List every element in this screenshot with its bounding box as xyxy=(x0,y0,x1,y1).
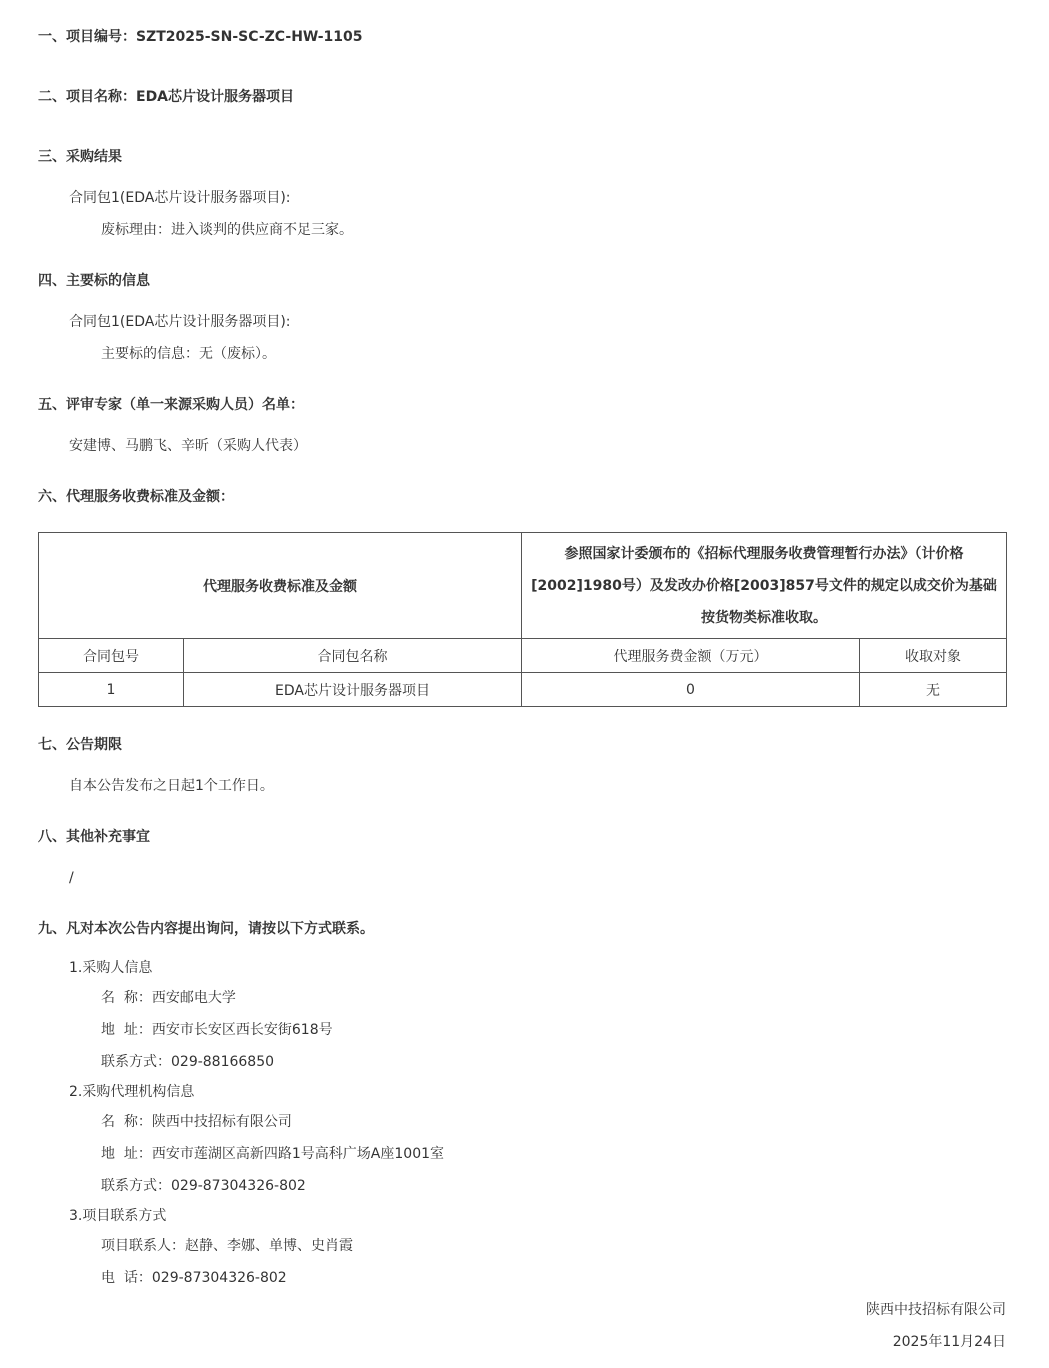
purchaser-title: 1.采购人信息 xyxy=(69,960,153,976)
procurement-result-package: 合同包1(EDA芯片设计服务器项目): xyxy=(69,190,291,206)
header-package-name: 合同包名称 xyxy=(184,639,522,673)
experts-heading: 五、评审专家（单一来源采购人员）名单： xyxy=(38,397,304,413)
project-name-line xyxy=(38,87,294,107)
purchaser-address: 地 址：西安市长安区西长安街618号 xyxy=(101,1022,333,1038)
fee-table-title: 代理服务收费标准及金额 xyxy=(39,533,522,639)
purchaser-contact: 联系方式：029-88166850 xyxy=(101,1054,275,1070)
project-contact-title: 3.项目联系方式 xyxy=(69,1208,167,1224)
main-subject-heading: 四、主要标的信息 xyxy=(38,273,150,289)
project-number-label: 一、项目编号： xyxy=(38,29,136,45)
cell-package-no: 1 xyxy=(39,673,184,707)
agency-title: 2.采购代理机构信息 xyxy=(69,1084,195,1100)
notice-period-text: 自本公告发布之日起1个工作日。 xyxy=(69,778,274,794)
experts-names: 安建博、马鹏飞、辛昕（采购人代表） xyxy=(69,438,307,454)
agency-contact: 联系方式：029-87304326-802 xyxy=(101,1178,306,1194)
project-contact-phone: 电 话：029-87304326-802 xyxy=(101,1270,287,1286)
header-fee-amount: 代理服务费金额（万元） xyxy=(522,639,860,673)
main-subject-package: 合同包1(EDA芯片设计服务器项目): xyxy=(69,314,291,330)
purchaser-name: 名 称：西安邮电大学 xyxy=(101,990,236,1006)
cell-package-name: EDA芯片设计服务器项目 xyxy=(184,673,522,707)
cell-fee-amount: 0 xyxy=(522,673,860,707)
project-number-value: SZT2025-SN-SC-ZC-HW-1105 xyxy=(136,29,363,45)
fee-table-header-row xyxy=(39,639,1007,673)
agency-fee-table xyxy=(38,532,1007,707)
agency-fee-heading: 六、代理服务收费标准及金额： xyxy=(38,489,234,505)
fee-table-basis: 参照国家计委颁布的《招标代理服务收费管理暂行办法》（计价格[2002]1980号）及发改办价格[2003]857号文件的规定以成交价为基础按货物类标准收取。 xyxy=(522,533,1007,639)
header-charge-target: 收取对象 xyxy=(860,639,1007,673)
other-matters-text: / xyxy=(69,870,74,886)
project-name-label: 二、项目名称： xyxy=(38,89,136,105)
procurement-result-detail: 废标理由：进入谈判的供应商不足三家。 xyxy=(101,222,353,238)
project-name-value: EDA芯片设计服务器项目 xyxy=(136,89,295,105)
contact-heading: 九、凡对本次公告内容提出询问，请按以下方式联系。 xyxy=(38,921,374,937)
main-subject-detail: 主要标的信息：无（废标）。 xyxy=(101,346,276,362)
cell-charge-target: 无 xyxy=(860,673,1007,707)
fee-table-basis-row xyxy=(39,533,1007,639)
procurement-result-heading: 三、采购结果 xyxy=(38,149,122,165)
agency-address: 地 址：西安市莲湖区高新四路1号高科广场A座1001室 xyxy=(101,1146,445,1162)
header-package-no: 合同包号 xyxy=(39,639,184,673)
other-matters-heading: 八、其他补充事宜 xyxy=(38,829,150,845)
table-row xyxy=(39,673,1007,707)
notice-period-heading: 七、公告期限 xyxy=(38,737,122,753)
footer-date: 2025年11月24日 xyxy=(892,1334,1006,1350)
project-number-line xyxy=(38,27,363,47)
project-contact-people: 项目联系人：赵静、李娜、单博、史肖霞 xyxy=(101,1238,353,1254)
agency-name: 名 称：陕西中技招标有限公司 xyxy=(101,1114,292,1130)
footer-company: 陕西中技招标有限公司 xyxy=(866,1302,1006,1318)
